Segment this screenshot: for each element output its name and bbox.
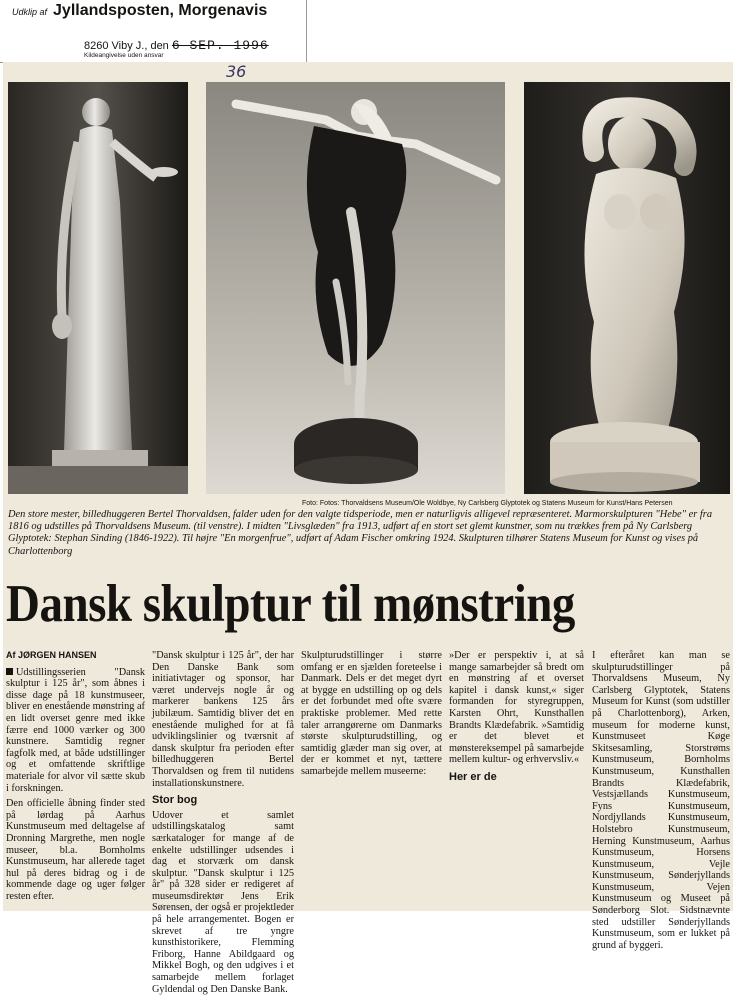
clipping-label: Udklip af <box>12 7 48 17</box>
clipping-label-slip <box>0 0 307 63</box>
article-paragraph: I efteråret kan man se skulpturudstillinger på Thorvaldsens Museum, Ny Carlsberg Glyptotek, Statens Museum for Kunst (som udstiller på Charlottenborg), Arken, museum for moderne kunst, Kunstmuseet Køge Skitsesamling, Storstrøms Kunstmuseum, Bornholms Kunstmuseum, Kunsthallen Brandts Klædefabrik, Vestsjællands Kunstmuseum, Fyns Kunstmuseum, Nordjyllands Kunstmuseum, Holstebro Kunstmuseum, Herning Kunstmuseum, Aarhus Kunstmuseum, Horsens Kunstmuseum, Vejle Kunstmuseum, Sønderjyllands Kunstmuseum, Vejen Kunstmuseum og Museet på Sønderborg Slot. Sidstnævnte sted udstiller Sønderjyllands Kunstmuseum, som er lukket på grund af byggeri. <box>592 650 730 951</box>
newspaper-name: Jyllandsposten, Morgenavis <box>53 2 268 19</box>
clipping-date-stamp: 6 SEP. 1996 <box>171 38 269 53</box>
article-column-2 <box>152 650 294 999</box>
source-note: Kildeangivelse uden ansvar <box>84 52 164 59</box>
article-text: Udstillingsserien "Dansk skulptur i 125 år", som åbnes i disse dage på 18 kunstmuseer, bliver en enestående mønstring af en lidt overset genre med ikke færre end 1000 værker og 300 kunstnere. Samtidig regner fagfolk med, at både udstillinger og et omfattende skriftlige materiale for alvor vil sætte skub i forskningen. <box>6 666 145 794</box>
photo-livsglaeden <box>206 82 505 494</box>
livsglaeden-sculpture-image <box>206 82 505 494</box>
article-paragraph: Den officielle åbning finder sted på lørdag på Aarhus Kunstmuseum med deltagelse af Dronning Margrethe, men nogle museer, bl.a. Bornholms Kunstmuseum, har allerede taget hul på deres bidrag og i de kommende dage og uger følger resten efter. <box>6 798 145 902</box>
handwritten-number: 36 <box>226 62 247 81</box>
article-paragraph: »Der er perspektiv i, at så mange samarbejder så bredt om en mønstring af et overset kapitel i dansk kunst,« siger formanden for styregruppen, Karsten Ohrt, Kunsthallen Brandts Klædefabrik. »Samtidig er det blevet et mønstereksempel på samarbejde mellem kultur- og erhvervsliv.« <box>449 650 584 766</box>
subheading-her-er-de: Her er de <box>449 770 497 783</box>
article-byline: Af JØRGEN HANSEN <box>6 650 97 660</box>
bullet-square-icon <box>6 668 13 675</box>
article-column-5 <box>592 650 730 955</box>
photo-hebe <box>8 82 188 494</box>
clipping-place: 8260 Viby J., den <box>84 40 169 52</box>
hebe-sculpture-image <box>8 82 188 494</box>
subheading-stor-bog: Stor bog <box>152 794 198 807</box>
photo-caption: Den store mester, billedhuggeren Bertel Thorvaldsen, falder uden for den valgte tidsperiode, men er naturligvis alligevel repræsenteret. Marmorskulpturen "Hebe" er fra 1816 og udstilles på Thorvaldsens Museum. (til venstre). I midten "Livsglæden" fra 1913, udført af en stort set glemt kunstner, som nu trækkes frem på Ny Carlsberg Glyptotek: Stephan Sinding (1846-1922). Til højre "En morgenfrue", udført af Adam Fischer omkring 1924. Skulpturen tilhører Statens Museum for Kunst og vises på Charlottenborg <box>8 509 713 557</box>
clipping-header <box>12 2 302 20</box>
article-paragraph: Udover et samlet udstillingskatalog samt særkataloger for mange af de enkelte udstillinger udsendes i dag et storværk om dansk skulptur. "Dansk skulptur i 125 år" på 328 sider er redigeret af museumsdirektør Jens Erik Sørensen, der også er projektleder på hele arrangementet. Bogen er skrevet af tre yngre kunsthistorikere, Flemming Friborg, Hanne Abildgaard og Mikkel Bogh, og den udgives i et samarbejde mellem forlaget Gyldendal og Den Danske Bank. <box>152 809 294 995</box>
photo-credit: Foto: Fotos: Thorvaldsens Museum/Ole Woldbye, Ny Carlsberg Glyptotek og Statens Museum for Kunst/Hans Petersen <box>302 500 673 507</box>
en-morgenfrue-sculpture-image <box>524 82 730 494</box>
article-headline: Dansk skulptur til mønstring <box>6 575 575 634</box>
article-column-3 <box>301 650 442 782</box>
clipping-date-row <box>84 38 269 53</box>
article-paragraph <box>6 667 145 795</box>
article-paragraph: Skulpturudstillinger i større omfang er en sjælden foreteelse i Danmark. Dels er det meget dyrt at bygge en udstilling op og dels er det forbundet med ofte svære praktiske problemer. Med rette taler arrangørerne om Danmarks største skulpturudstilling, og samtidig glæder man sig over, at der er kommet et nyt, tættere samarbejde mellem museerne: <box>301 650 442 777</box>
photo-en-morgenfrue <box>524 82 730 494</box>
article-paragraph: "Dansk skulptur i 125 år", der har Den Danske Bank som initiativtager og sponsor, har været undervejs nogle år og markerer bankens 125 års jubilæum. Samtidig bliver det en enestående mulighed for at få udviklingslinier og tværsnit af dansk skulptur fra perioden efter billedhuggeren Bertel Thorvaldsen og frem til nutidens installationskunstnere. <box>152 650 294 789</box>
article-column-1 <box>6 650 145 906</box>
article-column-4 <box>449 650 584 787</box>
